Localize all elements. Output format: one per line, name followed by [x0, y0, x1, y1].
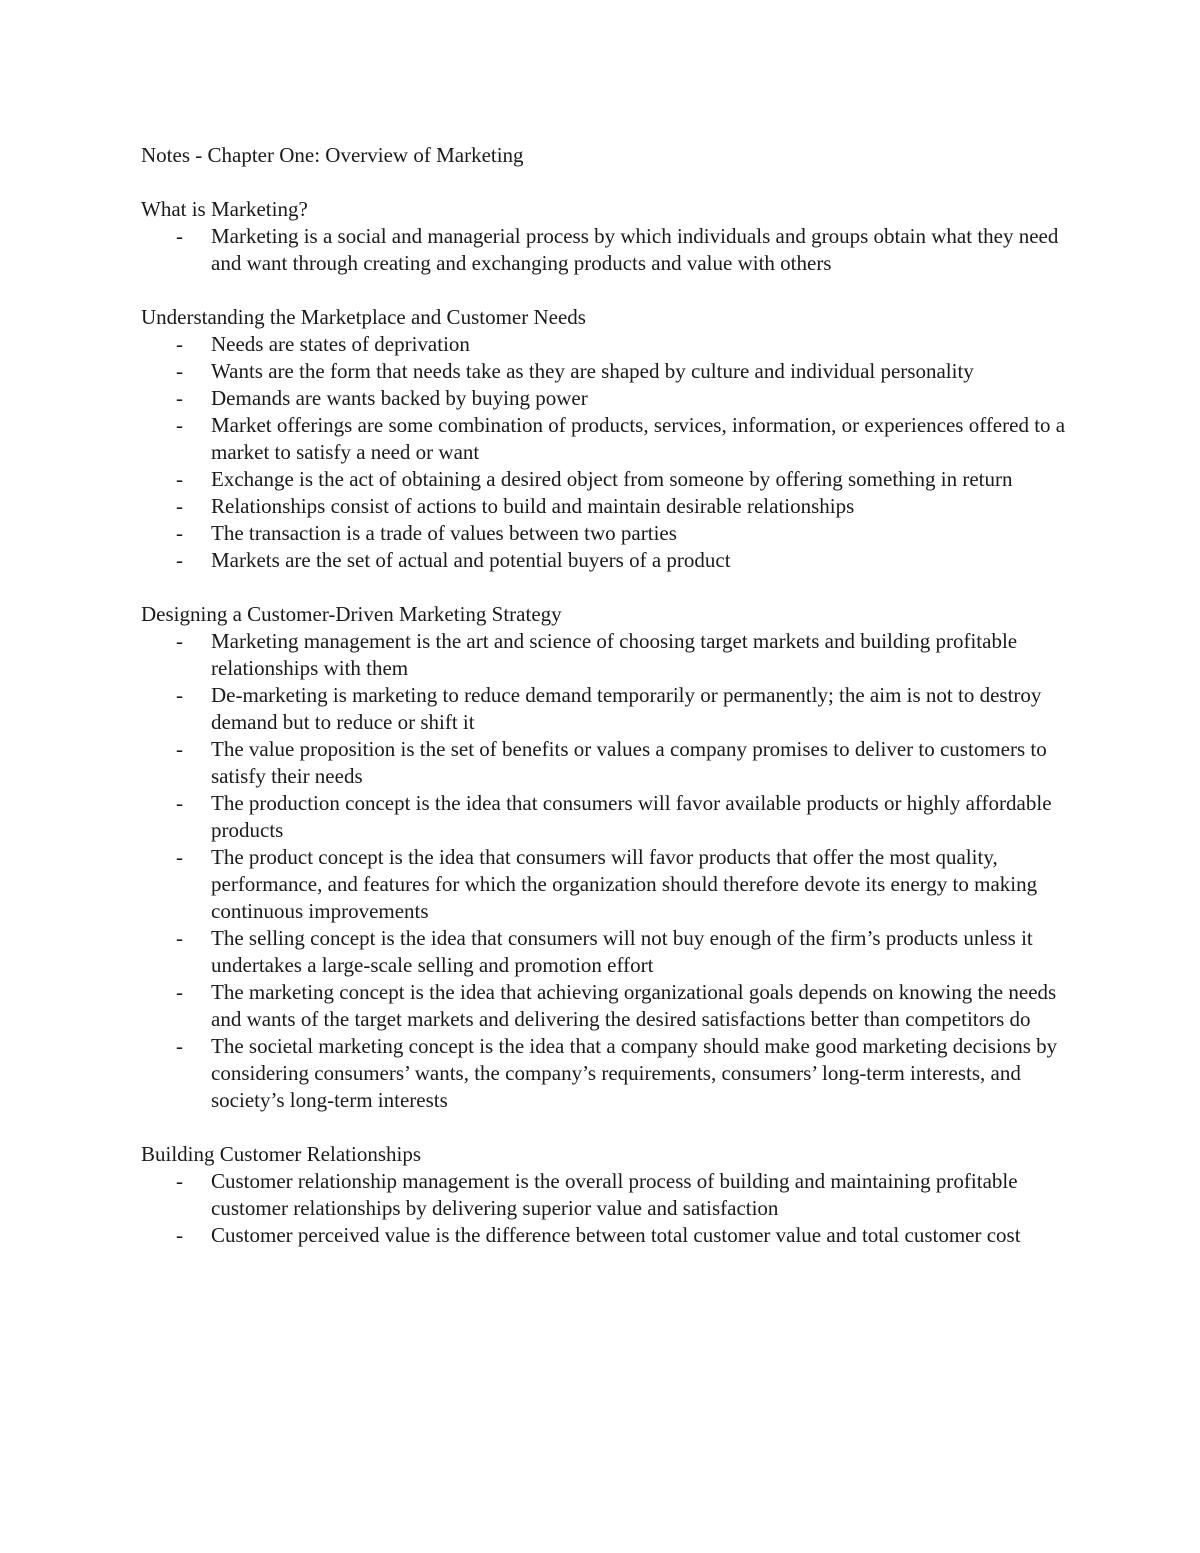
bullet-item — [141, 385, 1071, 412]
bullet-list — [141, 628, 1071, 1114]
bullet-dash: - — [176, 548, 183, 572]
bullet-item — [141, 925, 1071, 979]
bullet-dash: - — [176, 467, 183, 491]
bullet-text: De-marketing is marketing to reduce demand temporarily or permanently; the aim is not to destroy demand but to reduce or shift it — [211, 683, 1042, 734]
bullet-list — [141, 331, 1071, 574]
section-marketing-strategy — [141, 601, 1071, 1114]
bullet-text: Marketing management is the art and science of choosing target markets and building profitable relationships with them — [211, 629, 1018, 680]
document-title: Notes - Chapter One: Overview of Marketing — [141, 143, 524, 167]
bullet-dash: - — [176, 980, 183, 1004]
bullet-item — [141, 223, 1071, 277]
bullet-item — [141, 682, 1071, 736]
section-customer-relationships — [141, 1141, 1071, 1249]
bullet-dash: - — [176, 359, 183, 383]
bullet-dash: - — [176, 629, 183, 653]
bullet-text: The product concept is the idea that consumers will favor products that offer the most quality, performance, and features for which the organization should therefore devote its energy to making continuous improvements — [211, 845, 1038, 923]
section-heading: Designing a Customer-Driven Marketing Strategy — [141, 602, 562, 626]
bullet-dash: - — [176, 332, 183, 356]
bullet-dash: - — [176, 737, 183, 761]
bullet-list — [141, 223, 1071, 277]
bullet-dash: - — [176, 413, 183, 437]
bullet-dash: - — [176, 386, 183, 410]
bullet-dash: - — [176, 683, 183, 707]
bullet-dash: - — [176, 1223, 183, 1247]
bullet-text: Customer perceived value is the difference between total customer value and total customer cost — [211, 1223, 1021, 1247]
bullet-text: The marketing concept is the idea that achieving organizational goals depends on knowing the needs and wants of the target markets and delivering the desired satisfactions better than competitors do — [211, 980, 1057, 1031]
bullet-item — [141, 979, 1071, 1033]
bullet-dash: - — [176, 926, 183, 950]
bullet-list — [141, 1168, 1071, 1249]
bullet-text: Relationships consist of actions to build and maintain desirable relationships — [211, 494, 855, 518]
bullet-item — [141, 520, 1071, 547]
bullet-dash: - — [176, 494, 183, 518]
bullet-item — [141, 331, 1071, 358]
bullet-text: The selling concept is the idea that consumers will not buy enough of the firm’s products unless it undertakes a large-scale selling and promotion effort — [211, 926, 1033, 977]
bullet-item — [141, 628, 1071, 682]
bullet-text: Demands are wants backed by buying power — [211, 386, 588, 410]
bullet-text: Exchange is the act of obtaining a desired object from someone by offering something in return — [211, 467, 1013, 491]
section-heading: What is Marketing? — [141, 197, 308, 221]
bullet-item — [141, 736, 1071, 790]
bullet-item — [141, 844, 1071, 925]
section-heading: Understanding the Marketplace and Customer Needs — [141, 305, 586, 329]
bullet-dash: - — [176, 224, 183, 248]
section-marketplace-needs — [141, 304, 1071, 574]
bullet-item — [141, 1033, 1071, 1114]
document-page — [141, 142, 1071, 1276]
bullet-dash: - — [176, 1169, 183, 1193]
bullet-text: Markets are the set of actual and potential buyers of a product — [211, 548, 731, 572]
bullet-text: Marketing is a social and managerial process by which individuals and groups obtain what they need and want through creating and exchanging products and value with others — [211, 224, 1059, 275]
bullet-text: The transaction is a trade of values between two parties — [211, 521, 677, 545]
bullet-text: The value proposition is the set of benefits or values a company promises to deliver to customers to satisfy their needs — [211, 737, 1047, 788]
section-what-is-marketing — [141, 196, 1071, 277]
bullet-item — [141, 412, 1071, 466]
bullet-item — [141, 1222, 1071, 1249]
bullet-item — [141, 358, 1071, 385]
bullet-text: Wants are the form that needs take as they are shaped by culture and individual personality — [211, 359, 974, 383]
bullet-text: Needs are states of deprivation — [211, 332, 470, 356]
bullet-dash: - — [176, 521, 183, 545]
bullet-dash: - — [176, 845, 183, 869]
bullet-text: The production concept is the idea that consumers will favor available products or highly affordable products — [211, 791, 1052, 842]
bullet-item — [141, 493, 1071, 520]
section-heading: Building Customer Relationships — [141, 1142, 422, 1166]
bullet-text: Market offerings are some combination of products, services, information, or experiences offered to a market to satisfy a need or want — [211, 413, 1066, 464]
bullet-item — [141, 547, 1071, 574]
bullet-item — [141, 466, 1071, 493]
bullet-dash: - — [176, 791, 183, 815]
bullet-item — [141, 1168, 1071, 1222]
bullet-dash: - — [176, 1034, 183, 1058]
bullet-text: Customer relationship management is the overall process of building and maintaining profitable customer relationships by delivering superior value and satisfaction — [211, 1169, 1018, 1220]
bullet-text: The societal marketing concept is the idea that a company should make good marketing decisions by considering consumers’ wants, the company’s requirements, consumers’ long-term interests, and society’s long-term interests — [211, 1034, 1058, 1112]
bullet-item — [141, 790, 1071, 844]
